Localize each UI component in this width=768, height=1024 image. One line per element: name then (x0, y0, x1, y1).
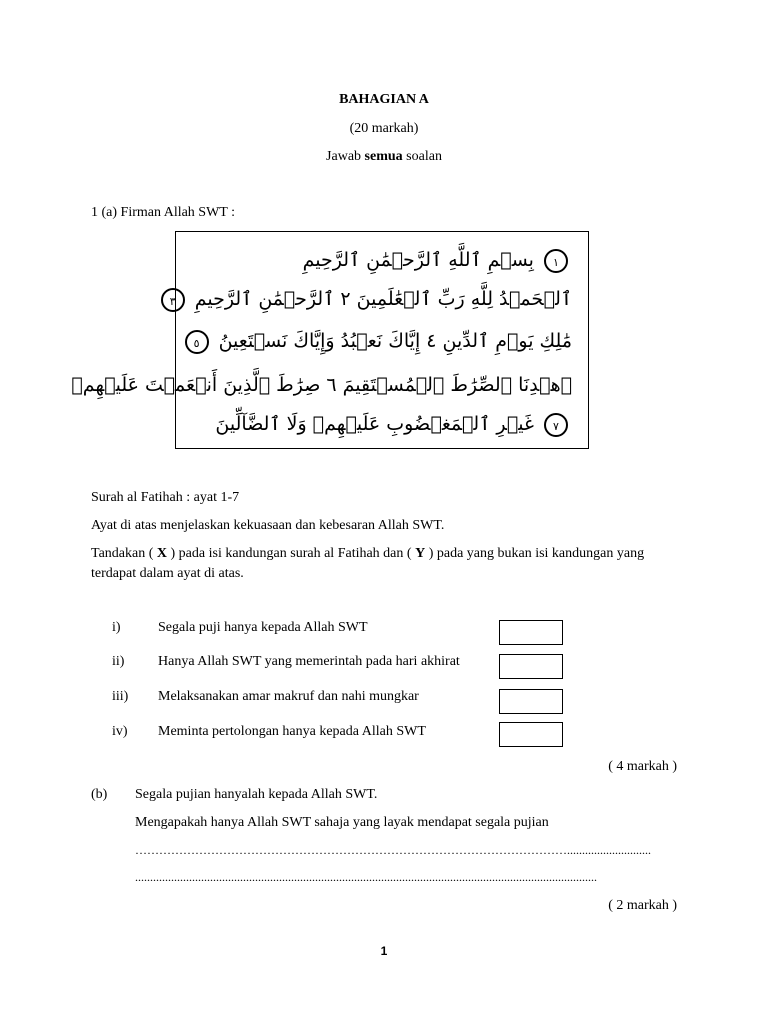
question-1a-label: 1 (a) Firman Allah SWT : (91, 205, 235, 220)
marks-b: ( 2 markah ) (608, 898, 677, 913)
instr-part-2: ) pada isi kandungan surah al Fatihah dan ( (167, 546, 416, 561)
answer-box-4[interactable] (499, 722, 563, 747)
answer-line-2[interactable]: .......................................................................................................................................................... (135, 870, 597, 884)
instruction-suffix: soalan (406, 149, 442, 164)
quran-line-5 (186, 410, 572, 438)
item-text: Hanya Allah SWT yang memerintah pada hari akhirat (158, 654, 460, 669)
instr-part-3: ) pada yang bukan isi kandungan yang (425, 546, 645, 561)
quran-verse-box (71, 231, 589, 449)
question-1b-question: Mengapakah hanya Allah SWT sahaja yang layak mendapat segala pujian (135, 815, 549, 830)
verse-marker: ١ (544, 249, 568, 273)
item-text: Segala puji hanya kepada Allah SWT (158, 620, 368, 635)
question-instruction (91, 546, 644, 562)
answer-box-3[interactable] (499, 689, 563, 714)
question-description: Ayat di atas menjelaskan kekuasaan dan kebesaran Allah SWT. (91, 518, 445, 533)
item-number: i) (112, 620, 121, 635)
item-number: iv) (112, 724, 128, 739)
section-title: BAHAGIAN A (339, 92, 429, 107)
answer-box-2[interactable] (499, 654, 563, 679)
question-1b-statement: Segala pujian hanyalah kepada Allah SWT. (135, 787, 378, 802)
instr-y: Y (415, 546, 426, 561)
quran-line-5-text: غَيۡرِ ٱلۡمَغۡضُوبِ عَلَيۡهِمۡ وَلَا ٱلضَّآلِّينَ (215, 413, 534, 435)
quran-line-4-text: ٱهۡدِنَا ٱلصِّرَٰطَ ٱلۡمُسۡتَقِيمَ ٦ صِرَٰطَ ٱلَّذِينَ أَنۡعَمۡتَ عَلَيۡهِمۡ (71, 374, 572, 396)
quran-line-1 (186, 246, 572, 274)
verse-marker: ٥ (185, 330, 209, 354)
quran-line-2 (169, 285, 572, 313)
surah-reference: Surah al Fatihah : ayat 1-7 (91, 490, 240, 505)
item-text: Melaksanakan amar makruf dan nahi mungkar (158, 689, 419, 704)
question-1b-label: (b) (91, 787, 108, 802)
marks-a: ( 4 markah ) (608, 759, 677, 774)
verse-marker: ٧ (544, 413, 568, 437)
quran-line-3 (186, 327, 572, 355)
question-instruction-line2: terdapat dalam ayat di atas. (91, 566, 244, 581)
instr-x: X (156, 546, 168, 561)
answer-line-1[interactable]: ………………………………………………………………………………………………............................ (135, 843, 651, 857)
item-text: Meminta pertolongan hanya kepada Allah SWT (158, 724, 426, 739)
section-marks: (20 markah) (349, 121, 419, 136)
quran-line-2-text: ٱلۡحَمۡدُ لِلَّهِ رَبِّ ٱلۡعَٰلَمِينَ ٢ ٱلرَّحۡمَٰنِ ٱلرَّحِيمِ (194, 288, 572, 310)
item-number: iii) (112, 689, 129, 704)
answer-box-1[interactable] (499, 620, 563, 645)
item-number: ii) (112, 654, 125, 669)
section-instruction (0, 149, 768, 165)
instruction-prefix: Jawab (326, 149, 362, 164)
instr-part-1: Tandakan ( (91, 546, 157, 561)
verse-marker: ٣ (161, 288, 185, 312)
instruction-bold: semua (364, 149, 403, 164)
page-number: 1 (380, 944, 388, 958)
quran-line-1-text: بِسۡمِ ٱللَّهِ ٱلرَّحۡمَٰنِ ٱلرَّحِيمِ (302, 249, 534, 271)
quran-line-4 (71, 371, 572, 399)
quran-line-3-text: مَٰلِكِ يَوۡمِ ٱلدِّينِ ٤ إِيَّاكَ نَعۡبُدُ وَإِيَّاكَ نَسۡتَعِينُ (218, 330, 572, 352)
